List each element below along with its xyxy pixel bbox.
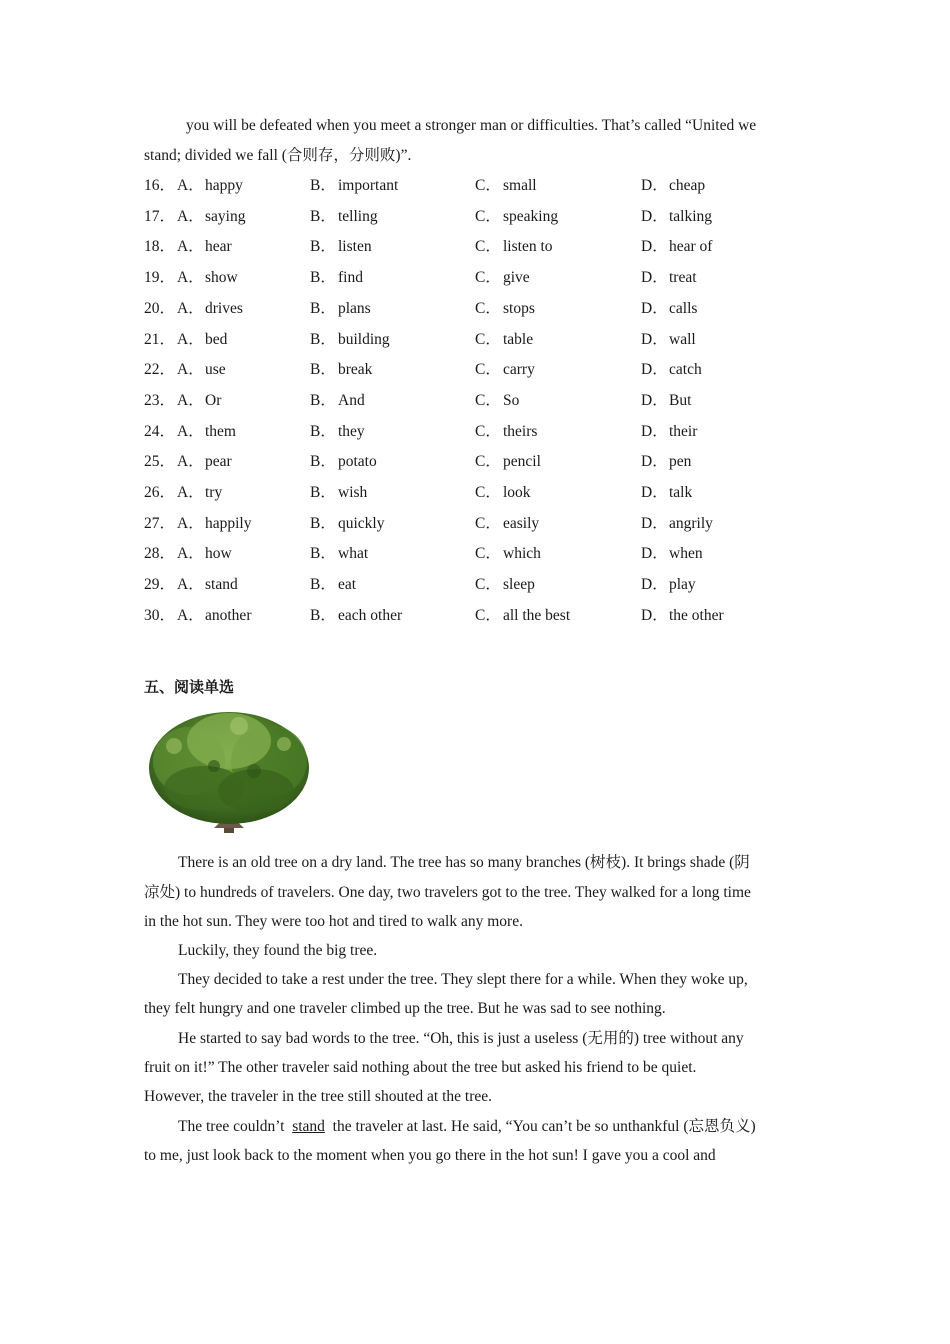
option-c xyxy=(475,483,531,503)
option-text: carry xyxy=(503,361,535,378)
option-a xyxy=(177,237,232,257)
option-letter: D． xyxy=(641,453,668,470)
option-letter: B． xyxy=(310,392,336,409)
question-number: 24． xyxy=(144,423,176,440)
option-text: hear xyxy=(205,238,232,255)
option-d xyxy=(641,575,696,595)
option-c xyxy=(475,514,539,534)
option-letter: B． xyxy=(310,576,336,593)
question-number: 29． xyxy=(144,576,176,593)
option-text: try xyxy=(205,484,223,501)
option-c xyxy=(475,452,541,472)
option-text: each other xyxy=(338,607,403,624)
passage-line: He started to say bad words to the tree. “Oh, this is just a useless (无用的) tree without any xyxy=(178,1030,744,1047)
option-text: table xyxy=(503,331,534,348)
option-c xyxy=(475,237,553,257)
question-number: 28． xyxy=(144,545,176,562)
option-text: give xyxy=(503,269,530,286)
option-text: when xyxy=(669,545,703,562)
option-letter: A． xyxy=(177,208,204,225)
option-d xyxy=(641,207,712,227)
option-c xyxy=(475,330,533,350)
option-b xyxy=(310,207,378,227)
question-number: 23． xyxy=(144,392,176,409)
option-letter: C． xyxy=(475,423,501,440)
option-letter: C． xyxy=(475,331,501,348)
option-letter: B． xyxy=(310,300,336,317)
option-text: another xyxy=(205,607,252,624)
option-text: pear xyxy=(205,453,232,470)
option-b xyxy=(310,330,390,350)
option-c xyxy=(475,360,535,380)
option-letter: C． xyxy=(475,208,501,225)
option-letter: C． xyxy=(475,300,501,317)
option-text: wish xyxy=(338,484,368,501)
option-letter: D． xyxy=(641,208,668,225)
question-number: 30． xyxy=(144,607,176,624)
option-text: pencil xyxy=(503,453,541,470)
option-letter: B． xyxy=(310,208,336,225)
option-d xyxy=(641,391,691,411)
option-b xyxy=(310,544,368,564)
option-letter: B． xyxy=(310,484,336,501)
option-text: listen xyxy=(338,238,372,255)
question-number: 18． xyxy=(144,238,176,255)
option-letter: D． xyxy=(641,177,668,194)
option-b xyxy=(310,452,377,472)
option-b xyxy=(310,237,372,257)
option-d xyxy=(641,299,697,319)
option-text: the other xyxy=(669,607,724,624)
option-a xyxy=(177,207,245,227)
question-number: 25． xyxy=(144,453,176,470)
option-text: talking xyxy=(669,208,713,225)
option-letter: D． xyxy=(641,238,668,255)
underlined-word: stand xyxy=(292,1118,325,1135)
passage-line: Luckily, they found the big tree. xyxy=(178,942,378,959)
option-letter: A． xyxy=(177,300,204,317)
option-text: bed xyxy=(205,331,228,348)
option-c xyxy=(475,391,519,411)
option-text: look xyxy=(503,484,531,501)
option-letter: C． xyxy=(475,392,501,409)
option-d xyxy=(641,483,692,503)
option-a xyxy=(177,422,236,442)
option-text: sleep xyxy=(503,576,535,593)
passage-text: The tree couldn’t xyxy=(178,1118,285,1135)
option-text: all the best xyxy=(503,607,571,624)
option-text: So xyxy=(503,392,520,409)
option-letter: A． xyxy=(177,607,204,624)
option-letter: D． xyxy=(641,331,668,348)
option-letter: A． xyxy=(177,453,204,470)
option-text: find xyxy=(338,269,363,286)
option-letter: A． xyxy=(177,423,204,440)
option-c xyxy=(475,606,570,626)
option-text: how xyxy=(205,545,232,562)
option-text: Or xyxy=(205,392,222,409)
option-letter: D． xyxy=(641,545,668,562)
option-letter: D． xyxy=(641,269,668,286)
option-text: which xyxy=(503,545,541,562)
option-text: quickly xyxy=(338,515,385,532)
question-number: 27． xyxy=(144,515,176,532)
option-letter: B． xyxy=(310,453,336,470)
option-letter: D． xyxy=(641,392,668,409)
question-number: 22． xyxy=(144,361,176,378)
passage-line: in the hot sun. They were too hot and tired to walk any more. xyxy=(144,913,523,930)
option-letter: B． xyxy=(310,423,336,440)
option-text: important xyxy=(338,177,399,194)
question-number: 17． xyxy=(144,208,176,225)
option-letter: D． xyxy=(641,576,668,593)
question-number: 19． xyxy=(144,269,176,286)
option-letter: B． xyxy=(310,177,336,194)
option-text: stand xyxy=(205,576,238,593)
option-text: drives xyxy=(205,300,243,317)
option-text: eat xyxy=(338,576,357,593)
option-letter: C． xyxy=(475,607,501,624)
option-letter: A． xyxy=(177,484,204,501)
question-number: 26． xyxy=(144,484,176,501)
option-c xyxy=(475,176,537,196)
option-b xyxy=(310,391,365,411)
option-c xyxy=(475,207,558,227)
passage-line: they felt hungry and one traveler climbed up the tree. But he was sad to see nothing. xyxy=(144,1000,666,1017)
option-a xyxy=(177,176,243,196)
option-text: hear of xyxy=(669,238,713,255)
option-a xyxy=(177,330,227,350)
option-letter: C． xyxy=(475,269,501,286)
passage-line: fruit on it!” The other traveler said nothing about the tree but asked his friend to be quiet. xyxy=(144,1059,697,1076)
option-b xyxy=(310,575,356,595)
option-letter: C． xyxy=(475,545,501,562)
option-text: play xyxy=(669,576,696,593)
option-a xyxy=(177,268,238,288)
option-text: speaking xyxy=(503,208,559,225)
option-letter: B． xyxy=(310,361,336,378)
option-c xyxy=(475,544,541,564)
option-letter: A． xyxy=(177,331,204,348)
option-letter: A． xyxy=(177,177,204,194)
option-text: telling xyxy=(338,208,378,225)
option-d xyxy=(641,237,712,257)
passage-line: They decided to take a rest under the tree. They slept there for a while. When they woke up, xyxy=(178,971,748,988)
option-text: saying xyxy=(205,208,246,225)
option-letter: B． xyxy=(310,545,336,562)
option-letter: D． xyxy=(641,515,668,532)
option-c xyxy=(475,299,535,319)
option-text: break xyxy=(338,361,373,378)
option-text: their xyxy=(669,423,698,440)
option-b xyxy=(310,483,367,503)
option-c xyxy=(475,575,535,595)
option-letter: B． xyxy=(310,269,336,286)
option-letter: B． xyxy=(310,515,336,532)
option-a xyxy=(177,483,222,503)
option-letter: A． xyxy=(177,269,204,286)
option-text: angrily xyxy=(669,515,713,532)
option-d xyxy=(641,360,702,380)
option-letter: C． xyxy=(475,453,501,470)
question-number: 16． xyxy=(144,177,176,194)
option-d xyxy=(641,514,713,534)
option-b xyxy=(310,514,385,534)
option-letter: C． xyxy=(475,576,501,593)
option-text: small xyxy=(503,177,537,194)
option-a xyxy=(177,299,243,319)
option-text: easily xyxy=(503,515,540,532)
option-letter: C． xyxy=(475,177,501,194)
option-letter: C． xyxy=(475,484,501,501)
intro-line-1: you will be defeated when you meet a stronger man or difficulties. That’s called “United we xyxy=(186,117,757,134)
option-b xyxy=(310,299,371,319)
option-letter: A． xyxy=(177,238,204,255)
option-d xyxy=(641,544,703,564)
option-letter: C． xyxy=(475,238,501,255)
option-text: show xyxy=(205,269,238,286)
option-letter: D． xyxy=(641,484,668,501)
option-text: listen to xyxy=(503,238,553,255)
option-text: theirs xyxy=(503,423,538,440)
option-text: catch xyxy=(669,361,702,378)
passage-line xyxy=(178,1117,756,1137)
option-b xyxy=(310,606,402,626)
passage-line: 凉处) to hundreds of travelers. One day, two travelers got to the tree. They walked for a long time xyxy=(144,884,751,901)
option-letter: B． xyxy=(310,238,336,255)
passage-line: to me, just look back to the moment when you go there in the hot sun! I gave you a cool and xyxy=(144,1147,716,1164)
option-b xyxy=(310,268,363,288)
option-text: And xyxy=(338,392,365,409)
option-c xyxy=(475,422,537,442)
option-text: what xyxy=(338,545,369,562)
option-letter: A． xyxy=(177,515,204,532)
option-letter: A． xyxy=(177,576,204,593)
option-d xyxy=(641,268,697,288)
option-a xyxy=(177,606,251,626)
option-d xyxy=(641,330,696,350)
option-a xyxy=(177,452,232,472)
option-text: happy xyxy=(205,177,243,194)
option-letter: A． xyxy=(177,545,204,562)
option-text: potato xyxy=(338,453,377,470)
option-letter: B． xyxy=(310,331,336,348)
option-text: cheap xyxy=(669,177,706,194)
option-text: talk xyxy=(669,484,693,501)
option-letter: C． xyxy=(475,515,501,532)
option-text: they xyxy=(338,423,365,440)
option-letter: C． xyxy=(475,361,501,378)
option-letter: A． xyxy=(177,361,204,378)
option-text: use xyxy=(205,361,226,378)
option-text: treat xyxy=(669,269,697,286)
question-number: 20． xyxy=(144,300,176,317)
question-number: 21． xyxy=(144,331,176,348)
option-a xyxy=(177,391,221,411)
option-d xyxy=(641,176,705,196)
passage-line: However, the traveler in the tree still shouted at the tree. xyxy=(144,1088,492,1105)
option-text: wall xyxy=(669,331,696,348)
passage-text: the traveler at last. He said, “You can’t be so unthankful (忘恩负义) xyxy=(332,1118,756,1135)
section-heading: 五、阅读单选 xyxy=(144,678,235,696)
option-text: happily xyxy=(205,515,252,532)
option-text: them xyxy=(205,423,236,440)
intro-line-2: stand; divided we fall (合则存，分则败)”. xyxy=(144,147,412,164)
option-a xyxy=(177,514,252,534)
option-b xyxy=(310,176,398,196)
option-text: calls xyxy=(669,300,698,317)
option-a xyxy=(177,544,232,564)
option-c xyxy=(475,268,530,288)
option-letter: D． xyxy=(641,361,668,378)
option-letter: D． xyxy=(641,423,668,440)
tree-image xyxy=(144,706,314,838)
option-text: But xyxy=(669,392,692,409)
option-d xyxy=(641,606,724,626)
option-b xyxy=(310,360,372,380)
option-b xyxy=(310,422,365,442)
option-text: stops xyxy=(503,300,535,317)
option-letter: B． xyxy=(310,607,336,624)
option-a xyxy=(177,360,226,380)
option-text: pen xyxy=(669,453,692,470)
option-letter: A． xyxy=(177,392,204,409)
option-a xyxy=(177,575,238,595)
option-d xyxy=(641,452,691,472)
option-d xyxy=(641,422,697,442)
option-letter: D． xyxy=(641,607,668,624)
option-text: building xyxy=(338,331,390,348)
option-text: plans xyxy=(338,300,371,317)
option-letter: D． xyxy=(641,300,668,317)
passage-line: There is an old tree on a dry land. The tree has so many branches (树枝). It brings shade (阴 xyxy=(178,854,750,871)
